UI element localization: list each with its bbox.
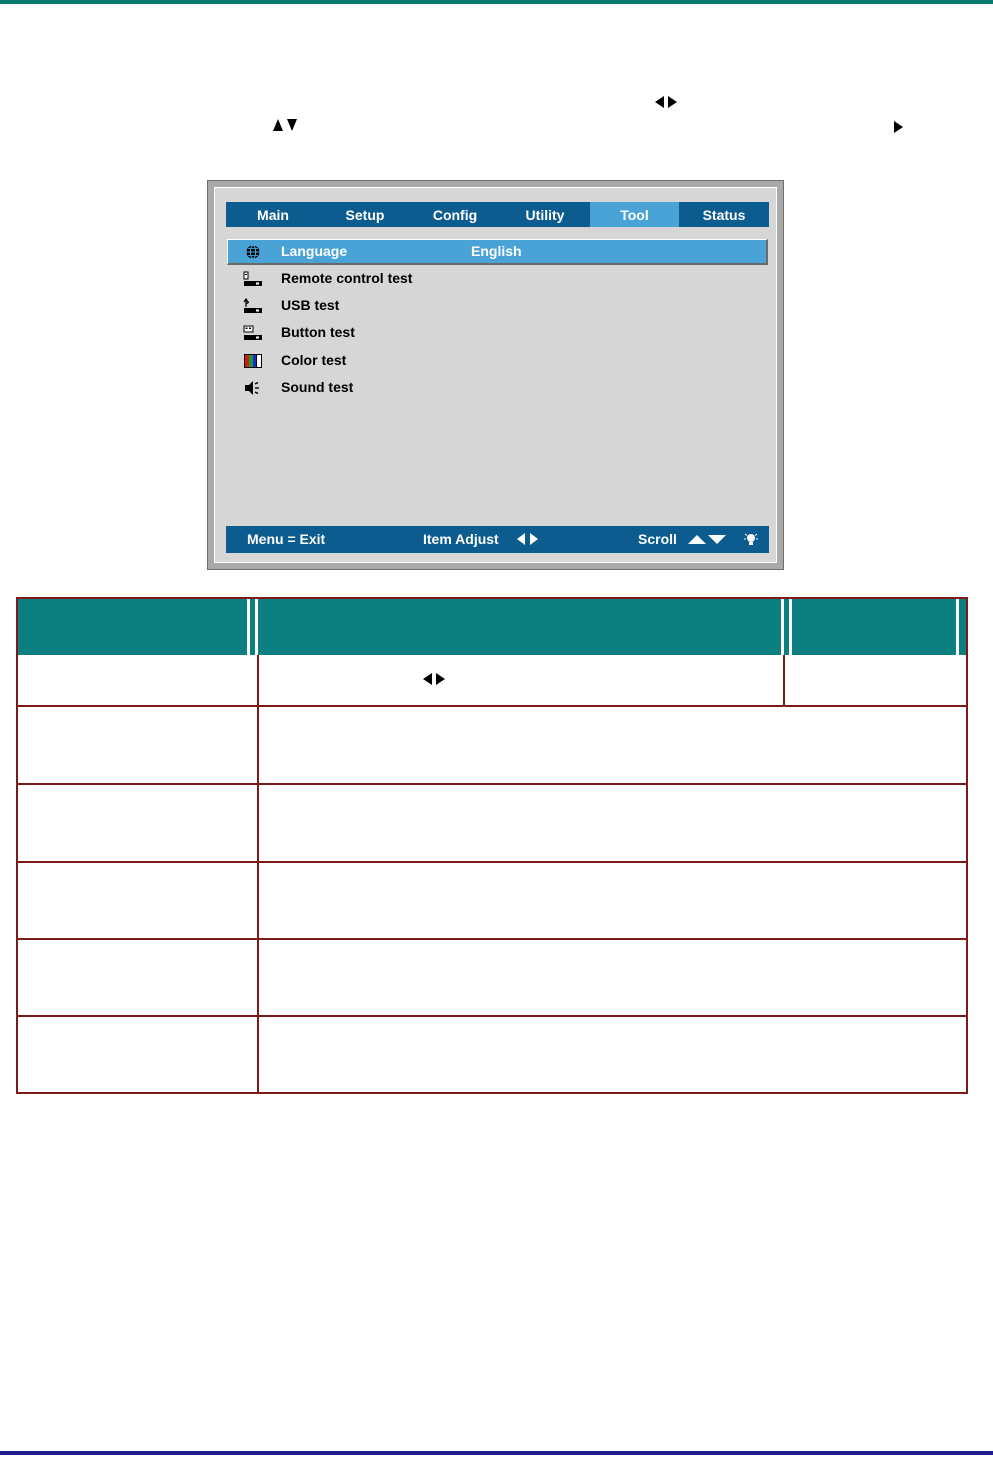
- globe-icon: [243, 244, 263, 260]
- tab-status[interactable]: Status: [702, 206, 746, 223]
- tab-config[interactable]: Config: [432, 206, 478, 223]
- tool-menu-table: [16, 597, 968, 1094]
- button-test-icon: [243, 325, 263, 341]
- menu-item-label: Sound test: [281, 379, 354, 395]
- table-row: [18, 785, 966, 861]
- table-header: [18, 599, 966, 655]
- top-rule: [0, 0, 993, 4]
- left-right-arrows-icon: [655, 96, 677, 108]
- menu-item-button-test[interactable]: [215, 320, 778, 346]
- menu-item-label: Remote control test: [281, 270, 413, 286]
- tab-utility[interactable]: Utility: [525, 206, 565, 223]
- color-test-icon: [243, 353, 263, 369]
- osd-footer-bar: [226, 526, 769, 553]
- left-right-arrows-icon: [517, 533, 538, 545]
- table-row: [18, 655, 966, 705]
- menu-item-label: Button test: [281, 324, 355, 340]
- right-arrow-icon: [894, 121, 903, 133]
- menu-item-label: USB test: [281, 297, 340, 313]
- tab-setup[interactable]: Setup: [345, 206, 385, 223]
- table-row: [18, 707, 966, 783]
- usb-test-icon: [243, 298, 263, 314]
- osd-tab-bar: [226, 202, 769, 227]
- up-down-arrows-icon: [273, 119, 297, 131]
- language-value: English: [471, 243, 522, 259]
- remote-test-icon: [243, 271, 263, 287]
- menu-item-label: Color test: [281, 352, 347, 368]
- tab-tool[interactable]: Tool: [590, 202, 679, 227]
- lamp-icon: [744, 532, 758, 548]
- speaker-icon: [243, 380, 263, 396]
- up-down-arrows-icon: [688, 535, 726, 544]
- footer-scroll-hint: Scroll: [638, 531, 677, 547]
- tab-main[interactable]: Main: [257, 206, 289, 223]
- footer-exit-hint: Menu = Exit: [247, 531, 326, 547]
- table-row: [18, 863, 966, 938]
- footer-adjust-hint: Item Adjust: [423, 531, 499, 547]
- menu-item-sound-test[interactable]: [215, 375, 778, 401]
- table-row: [18, 1017, 966, 1092]
- menu-item-remote-control-test[interactable]: [215, 266, 778, 292]
- menu-item-label: Language: [281, 243, 348, 259]
- bottom-rule: [0, 1451, 993, 1455]
- osd-panel: [214, 187, 777, 563]
- menu-item-usb-test[interactable]: [215, 293, 778, 319]
- osd-screenshot: [207, 180, 784, 570]
- table-row: [18, 940, 966, 1015]
- menu-item-color-test[interactable]: [215, 348, 778, 374]
- menu-item-language[interactable]: [215, 239, 778, 265]
